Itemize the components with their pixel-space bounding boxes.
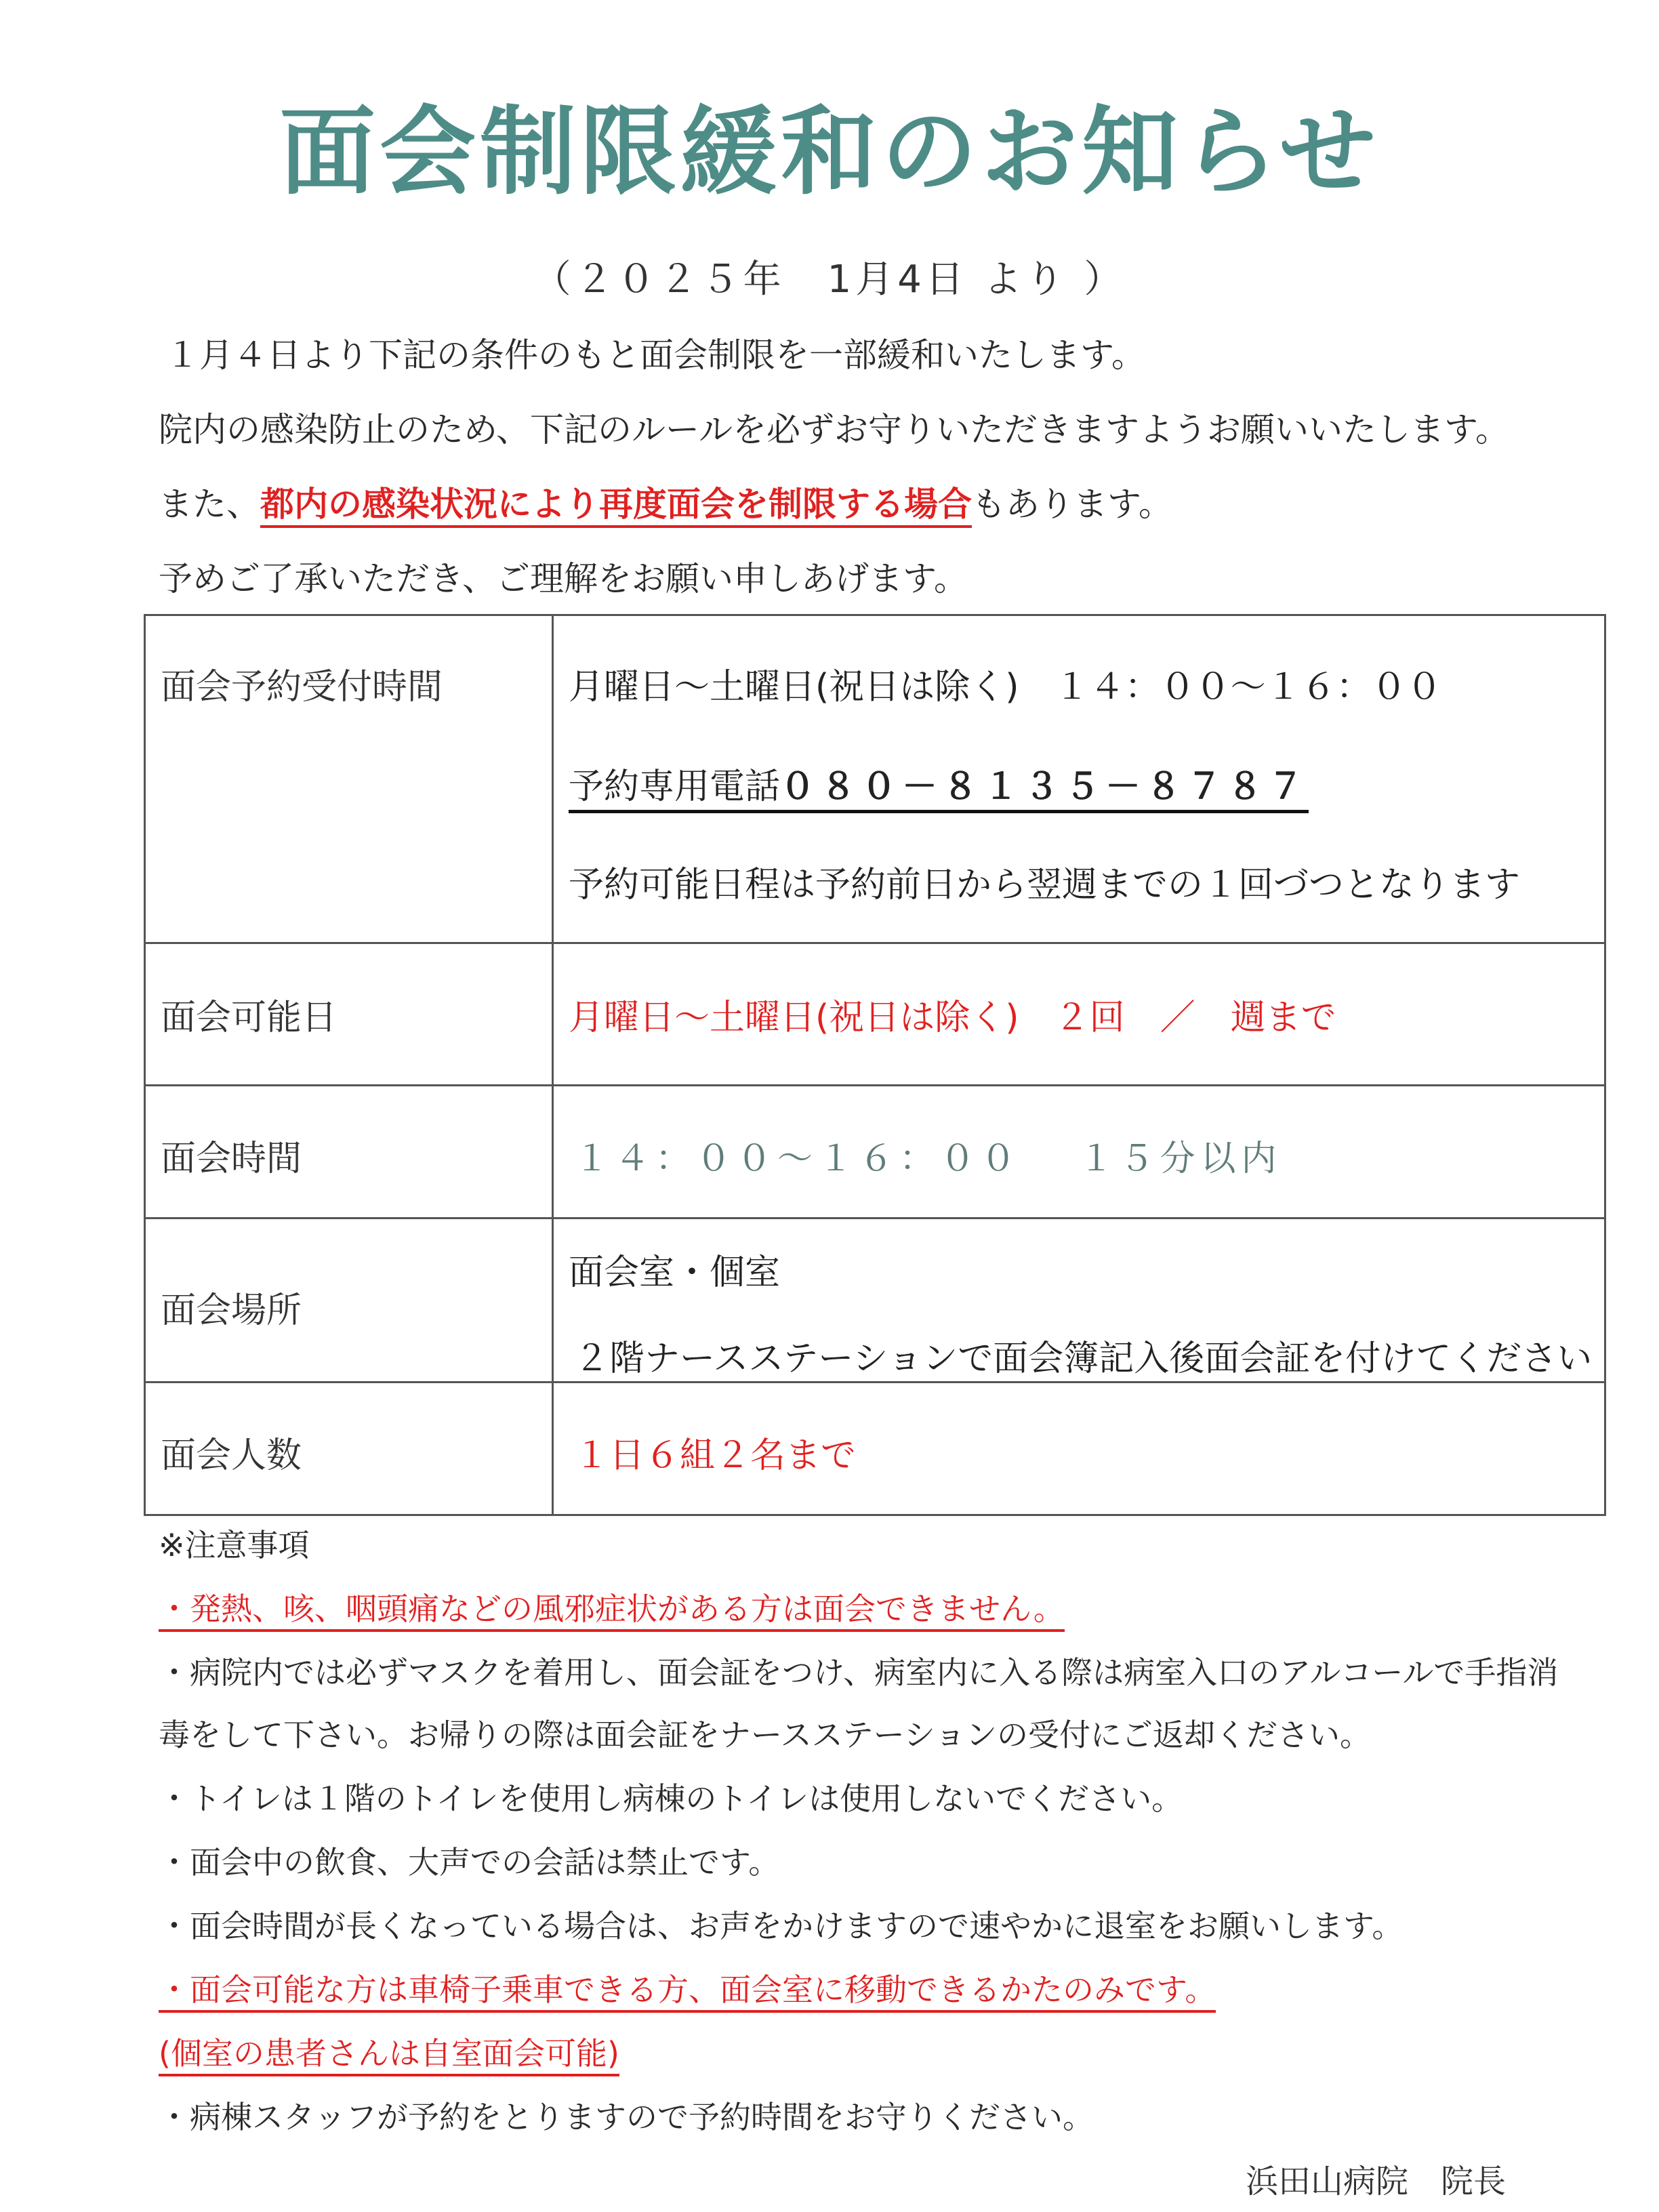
label-time	[145, 1086, 553, 1218]
intro-line-3	[159, 477, 1172, 526]
note-7	[159, 2029, 619, 2074]
row-days	[145, 943, 1605, 1086]
value-time	[553, 1086, 1605, 1218]
intro-line-4: 予めご了承いただき、ご理解をお願い申しあげます。	[159, 559, 968, 598]
reservation-phone	[569, 758, 1589, 808]
days-value: 月曜日～土曜日(祝日は除く) ２回 ／ 週まで	[569, 998, 1336, 1038]
place-value-1: 面会室・個室	[569, 1252, 781, 1293]
intro-line-3-warning: 都内の感染状況により再度面会を制限する場合	[260, 485, 972, 528]
intro-line-2: 院内の感染防止のため、下記のルールを必ずお守りいただきますようお願いいたします。	[159, 410, 1509, 449]
note-7-text: (個室の患者さんは自室面会可能)	[159, 2035, 619, 2076]
note-2a: ・病院内では必ずマスクを着用し、面会証をつけ、病室内に入る際は病室入口のアルコールで手指消	[159, 1654, 1559, 1691]
note-5: ・面会時間が長くなっている場合は、お声をかけますので速やかに退室をお願いします。	[159, 1908, 1404, 1944]
label-people	[145, 1382, 553, 1515]
label-reservation	[145, 615, 553, 943]
notes-heading: ※注意事項	[159, 1527, 310, 1563]
reservation-phone-underline	[569, 766, 1309, 813]
people-value: １日６組２名まで	[574, 1435, 857, 1476]
time-value: １４：００～１６：００ １５分以内	[574, 1139, 1282, 1179]
value-reservation	[553, 615, 1605, 943]
intro-line-1: １月４日より下記の条件のもと面会制限を一部緩和いたします。	[165, 335, 1145, 375]
label-place-text: 面会場所	[161, 1290, 302, 1331]
note-8: ・病棟スタッフが予約をとりますので予約時間をお守りください。	[159, 2099, 1094, 2135]
label-time-text: 面会時間	[161, 1139, 302, 1179]
value-days	[553, 943, 1605, 1086]
row-people	[145, 1382, 1605, 1515]
signature: 浜田山病院 院長	[1246, 2163, 1507, 2200]
intro-line-3-suffix: もあります。	[972, 485, 1172, 524]
reservation-phone-label: 予約専用電話	[569, 766, 781, 807]
value-people	[553, 1382, 1605, 1515]
reservation-hours: 月曜日～土曜日(祝日は除く) １４：００～１６：００	[569, 667, 1442, 708]
label-people-text: 面会人数	[161, 1435, 302, 1476]
place-value-2: ２階ナースステーションで面会簿記入後面会証を付けてください	[574, 1338, 1593, 1379]
note-1	[159, 1584, 1065, 1629]
reservation-phone-number: ０８０－８１３５－８７８７	[780, 766, 1309, 807]
intro-line-3-prefix: また、	[159, 485, 260, 524]
label-days	[145, 943, 553, 1086]
page-title: 面会制限緩和のお知らせ	[279, 96, 1380, 208]
note-3: ・トイレは１階のトイレを使用し病棟のトイレは使用しないでください。	[159, 1780, 1183, 1817]
effective-date: （２０２５年 1月4日 より ）	[533, 258, 1126, 302]
reservation-schedule: 予約可能日程は予約前日から翌週までの１回づつとなります	[569, 865, 1521, 905]
note-6	[159, 1965, 1216, 2010]
note-4: ・面会中の飲食、大声での会話は禁止です。	[159, 1844, 780, 1881]
row-reservation	[145, 615, 1605, 943]
label-place	[145, 1218, 553, 1382]
visit-info-table	[144, 614, 1606, 1516]
label-reservation-text: 面会予約受付時間	[161, 667, 443, 708]
row-place	[145, 1218, 1605, 1382]
label-days-text: 面会可能日	[161, 998, 337, 1038]
note-2b: 毒をして下さい。お帰りの際は面会証をナースステーションの受付にご返却ください。	[159, 1717, 1371, 1753]
value-place	[553, 1218, 1605, 1382]
note-1-text: ・発熱、咳、咽頭痛などの風邪症状がある方は面会できません。	[159, 1591, 1065, 1632]
note-6-text: ・面会可能な方は車椅子乗車できる方、面会室に移動できるかたのみです。	[159, 1971, 1216, 2013]
row-time	[145, 1086, 1605, 1218]
